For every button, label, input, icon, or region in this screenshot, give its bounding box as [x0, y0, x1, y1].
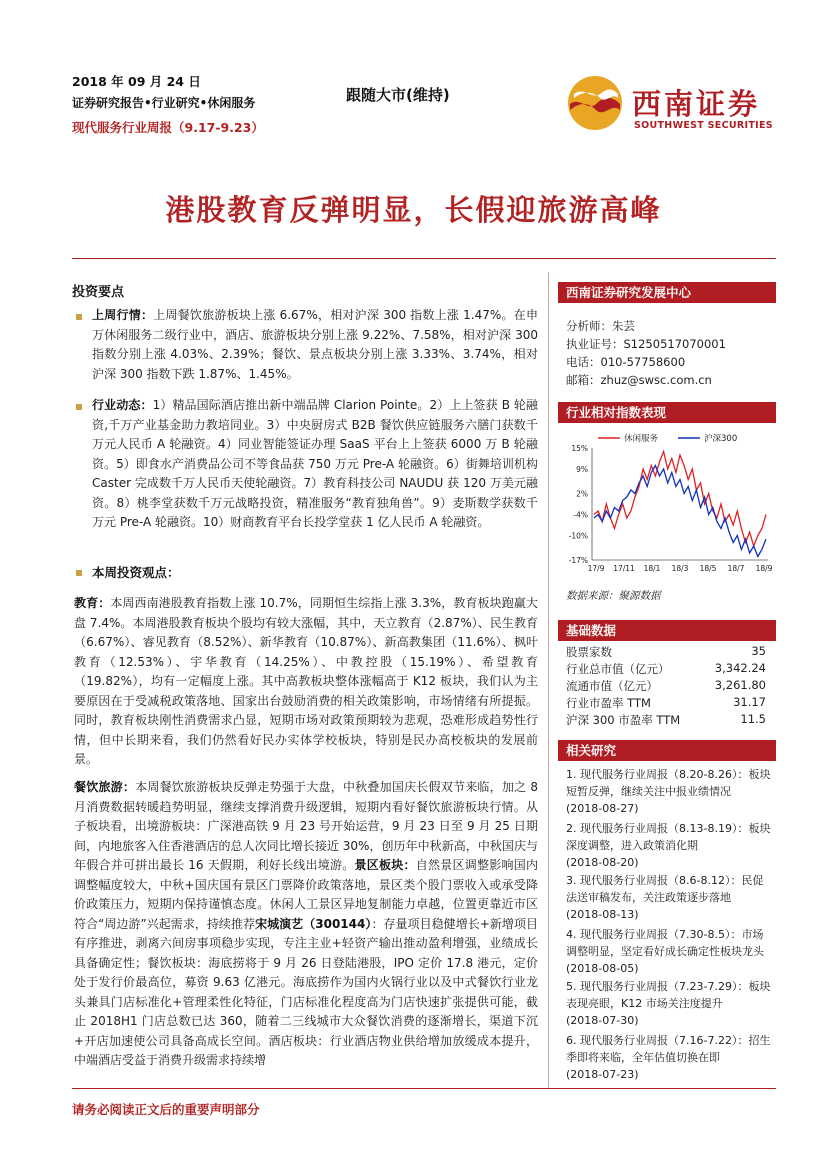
report-category: 证券研究报告•行业研究•休闲服务	[72, 96, 256, 110]
basic-row-industry-pe: 行业市盈率 TTM 31.17	[566, 695, 766, 710]
section-heading: 投资要点	[72, 285, 125, 300]
y-tick-label: 9%	[576, 465, 588, 474]
related-item[interactable]: 1. 现代服务行业周报（8.20-8.26）：板块短暂反弹，继续关注中报业绩情况 (2018-08-27)	[566, 768, 771, 815]
x-tick-label: 17/11	[613, 564, 635, 573]
column-divider	[548, 272, 549, 1088]
analyst: 分析师：朱芸	[566, 319, 635, 333]
legend-label: 休闲服务	[624, 434, 659, 444]
certificate-number: 执业证号：S1250517070001	[566, 337, 726, 351]
phone: 电话：010-57758600	[566, 355, 686, 369]
y-tick-label: -4%	[573, 510, 588, 520]
footer-disclaimer: 请务必阅读正文后的重要声明部分	[72, 1102, 260, 1117]
title-divider	[72, 258, 776, 259]
bullet-industry-news: 行业动态：1）精品国际酒店推出新中端品牌 Clarion Pointe。2）上上签获 B 轮融资,千万产业基金助力教培同业。3）中央厨房式 B2B 餐饮供应链服务六膳门获数千万元人民币 A 轮融资。4）同业智能签证办理 SaaS 平台上上签获 6000 万 B 轮融资。5）即食水产消费品公司不等食品获 750 万元 Pre-A 轮融资。6）街舞培训机构 Caster 完成数千万人民币天使轮融资。7）教育科技公司 NAUDU 获 120 万美元融资。8）桃李堂获数千万元战略投资，精准服务“教育独角兽”。9）麦斯数学获数千万元 Pre-A 轮融资。10）财商教育平台长投学堂获 1 亿人民币 A 轮融资。	[92, 398, 538, 529]
basic-row-float-cap: 流通市值（亿元） 3,261.80	[566, 678, 766, 693]
paragraph-education: 教育：本周西南港股教育指数上涨 10.7%，同期恒生综指上涨 3.3%，教育板块跑赢大盘 7.4%。本周港股教育板块个股均有较大涨幅，其中，天立教育（2.87%）、民生教育（6.67%）、睿见教育（8.52%）、新华教育（10.87%）、新高教集团（11.6%）、枫叶教育（12.53%）、宇华教育（14.25%）、中教控股（15.19%）、希望教育（19.82%），均有一定幅度上涨。其中高教板块整体涨幅高于 K12 板块，我们认为主要原因在于受减税政策落地、国家出台鼓励消费的相关政策影响，市场情绪有所提振。同时，教育板块刚性消费需求凸显，短期市场对政策预期较为悲观，恐难形成趋势性行情，但中长期来看，我们仍然看好民办实体学校板块，特别是民办高校板块的发展前景。	[74, 596, 538, 766]
logo-text-cn: 西南证券	[632, 87, 761, 121]
report-date: 2018 年 09 月 24 日	[72, 74, 201, 89]
x-tick-label: 18/3	[671, 564, 689, 573]
basic-row-market-cap: 行业总市值（亿元） 3,342.24	[566, 661, 766, 676]
bullet-market: 上周行情：上周餐饮旅游板块上涨 6.67%，相对沪深 300 指数上涨 1.47%。在申万休闲服务二级行业中，酒店、旅游板块分别上涨 9.22%、7.58%，相对沪深 300 指数分别上涨 4.03%、2.39%；餐饮、景点板块分别上涨 3.33%、3.74%，相对沪深 300 指数下跌 1.87%、1.45%。	[92, 308, 538, 381]
y-tick-label: -17%	[568, 556, 588, 565]
series-line-leisure	[594, 452, 766, 547]
related-research-heading: 相关研究	[558, 740, 776, 761]
y-tick-label: 15%	[571, 444, 588, 453]
basic-data-heading: 基础数据	[558, 620, 776, 641]
relative-index-chart	[558, 428, 776, 584]
related-item[interactable]: 4. 现代服务行业周报（7.30-8.5）：市场调整明显，坚定看好成长确定性板块龙头 (2018-08-05)	[566, 928, 764, 975]
related-item[interactable]: 6. 现代服务行业周报（7.16-7.22）：招生季即将来临，全年估值切换在即 (2018-07-23)	[566, 1034, 771, 1081]
bullet-icon	[76, 404, 82, 410]
related-item[interactable]: 3. 现代服务行业周报（8.6-8.12）：民促法送审稿发布，关注政策逐步落地 (2018-08-13)	[566, 874, 764, 921]
logo-text-en: SOUTHWEST SECURITIES	[634, 120, 773, 131]
email[interactable]: 邮箱：zhuz@swsc.com.cn	[566, 373, 712, 387]
y-tick-label: -10%	[568, 531, 588, 541]
x-tick-label: 18/5	[699, 564, 717, 573]
related-item[interactable]: 5. 现代服务行业周报（7.23-7.29）：板块表现亮眼，K12 市场关注度提升 (2018-07-30)	[566, 980, 771, 1027]
report-name: 现代服务行业周报（9.17-9.23）	[72, 120, 264, 135]
x-tick-label: 18/9	[755, 564, 773, 573]
bullet-icon	[76, 570, 82, 576]
legend-label: 沪深300	[704, 434, 738, 444]
bullet-icon	[76, 314, 82, 320]
x-tick-label: 18/1	[643, 564, 661, 573]
company-logo-icon	[566, 74, 624, 132]
footer-divider	[72, 1088, 776, 1089]
y-tick-label: 2%	[576, 489, 588, 499]
research-center-bar: 西南证券研究发展中心	[558, 282, 776, 303]
chart-heading-bar: 行业相对指数表现	[558, 402, 776, 423]
x-tick-label: 18/7	[727, 564, 745, 573]
report-title: 港股教育反弹明显，长假迎旅游高峰	[165, 193, 662, 227]
related-item[interactable]: 2. 现代服务行业周报（8.13-8.19）：板块深度调整，进入政策消化期 (2018-08-20)	[566, 822, 771, 869]
x-tick-label: 17/9	[587, 564, 605, 573]
bullet-weekly-view: 本周投资观点：	[92, 565, 180, 580]
paragraph-food-travel: 餐饮旅游：本周餐饮旅游板块反弹走势强于大盘，中秋叠加国庆长假双节来临，加之 8 月消费数据转暖趋势明显，继续支撑消费升级逻辑，短期内看好餐饮旅游板块行情。从子板块看，出境游板块：广深港高铁 9 月 23 号开始运营，9 月 23 日至 9 月 25 日期间，内地旅客入住香港酒店的总人次同比增长接近 30%，创历年中秋新高，中秋国庆与年假合并可拼出最长 16 天假期，利好长线出境游。景区板块：自然景区调整影响国内调整幅度较大，中秋+国庆国有景区门票降价政策落地，景区类个股门票收入或承受降价政策压力，短期内保持谨慎态度。休闲人工景区异地复制能力卓越，位置更靠近市区符合“周边游”兴起需求，持续推荐宋城演艺（300144）：存量项目稳健增长+新增项目有序推进，剥离六间房事项稳步实现，专注主业+轻资产输出推动盈利增强，业绩成长具备确定性；餐饮板块：海底捞将于 9 月 26 日登陆港股，IPO 定价 17.8 港元，定价处于发行价最高位，募资 9.63 亿港元。海底捞作为国内火锅行业以及中式餐饮行业龙头兼具门店标准化+管理柔性化特征，门店标准化程度高为门店快速扩张提供可能，截止 2018H1 门店总数已达 360，随着二三线城市大众餐饮消费的逐渐增长，渠道下沉+开店加速使公司具备高成长空间。酒店板块：行业酒店物业供给增加放缓成本提升，中端酒店受益于消费升级需求持续增	[74, 780, 538, 1067]
rating: 跟随大市(维持)	[346, 86, 450, 104]
basic-row-stock-count: 股票家数 35	[566, 644, 766, 659]
chart-source: 数据来源：聚源数据	[566, 590, 661, 602]
basic-row-hs300-pe: 沪深 300 市盈率 TTM 11.5	[566, 712, 766, 727]
